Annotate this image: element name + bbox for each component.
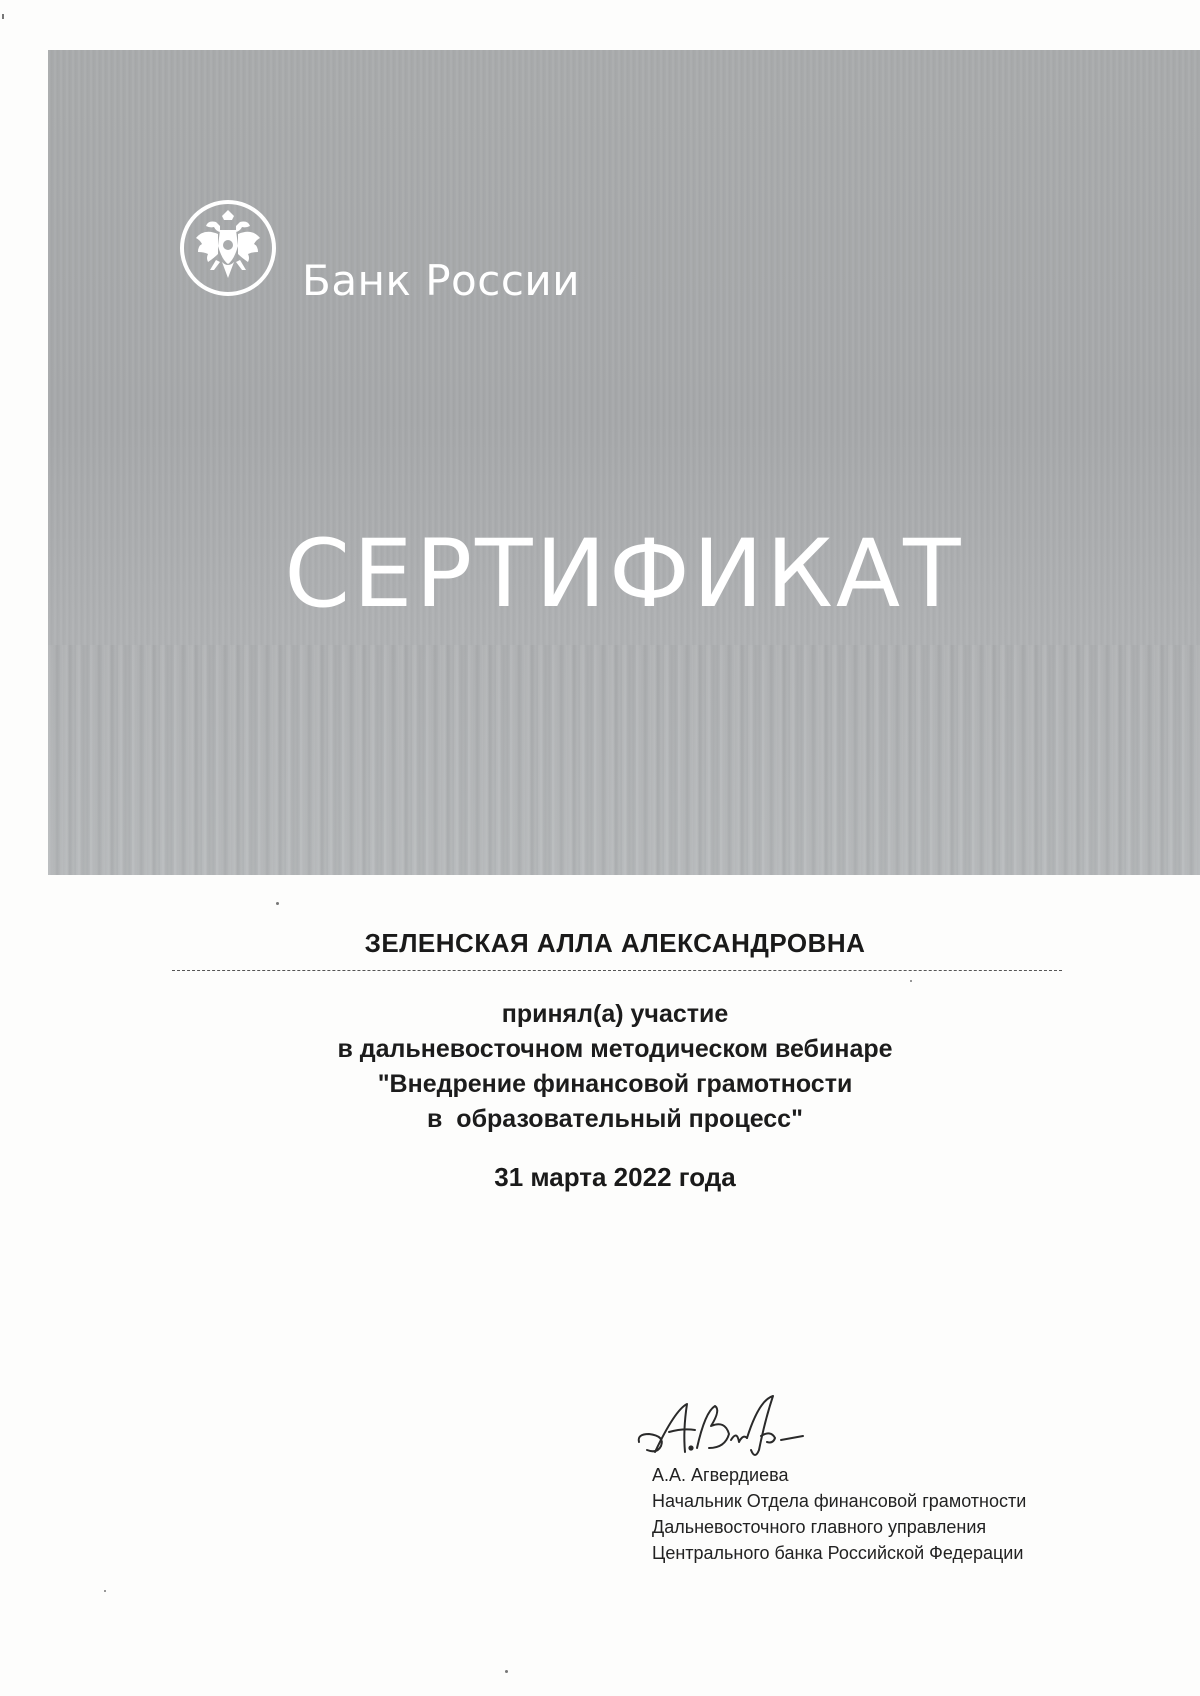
header-banner bbox=[48, 50, 1200, 875]
body-line: принял(а) участие bbox=[501, 1000, 729, 1028]
name-underline bbox=[172, 970, 1062, 971]
certificate-date: 31 марта 2022 года bbox=[494, 1162, 736, 1192]
signatory-position-line: Центрального банка Российской Федерации bbox=[652, 1543, 1024, 1563]
scan-speck bbox=[276, 902, 279, 905]
certificate-title: СЕРТИФИКАТ bbox=[284, 520, 964, 629]
signatory-name: А.А. Агвердиева bbox=[652, 1465, 789, 1485]
scan-speck bbox=[505, 1670, 508, 1673]
signatory-position-line: Начальник Отдела финансовой грамотности bbox=[652, 1491, 1027, 1511]
double-headed-eagle-emblem-icon bbox=[178, 198, 278, 298]
handwritten-signature bbox=[635, 1390, 845, 1460]
scan-speck bbox=[2, 14, 4, 19]
certificate-body bbox=[170, 997, 1060, 1137]
body-line: в дальневосточном методическом вебинаре bbox=[337, 1035, 893, 1063]
body-line: "Внедрение финансовой грамотности bbox=[377, 1070, 853, 1098]
signatory-position-line: Дальневосточного главного управления bbox=[652, 1517, 987, 1537]
recipient-name: ЗЕЛЕНСКАЯ АЛЛА АЛЕКСАНДРОВНА bbox=[364, 928, 866, 958]
scan-speck bbox=[910, 980, 912, 982]
bank-name: Банк России bbox=[302, 256, 581, 305]
signatory-block bbox=[652, 1462, 1026, 1566]
body-line: в образовательный процесс" bbox=[427, 1105, 803, 1133]
scan-speck bbox=[104, 1590, 106, 1592]
